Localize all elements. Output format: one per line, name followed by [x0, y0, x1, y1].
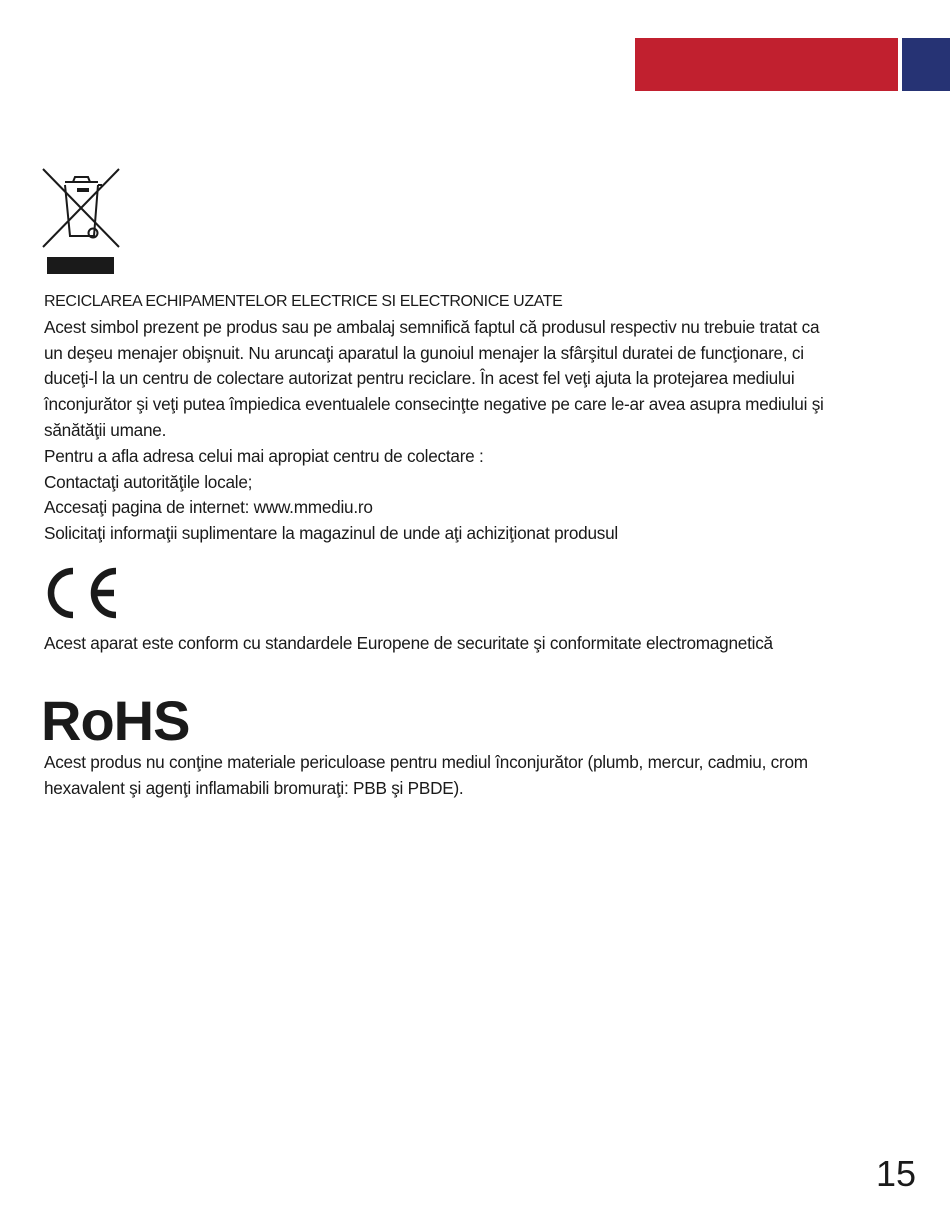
- rohs-line: hexavalent şi agenţi inflamabili bromuraţi: PBB şi PBDE).: [44, 777, 464, 798]
- rohs-section: [44, 750, 924, 802]
- ce-text: Acest aparat este conform cu standardele Europene de securitate şi conformitate electromagnetică: [44, 633, 773, 653]
- recycling-line: înconjurător şi veţi putea împiedica eventualele consecinţte negative pe care le-ar avea asupra mediului şi: [44, 394, 824, 415]
- header-accent-red: [635, 38, 898, 91]
- crossed-out-wheelie-bin-icon: [40, 166, 122, 276]
- recycling-line: Pentru a afla adresa celui mai apropiat centru de colectare :: [44, 445, 484, 466]
- ce-mark-icon: [42, 566, 122, 620]
- page-number: 15: [875, 1153, 916, 1194]
- recycling-line: sănătăţii umane.: [44, 419, 167, 440]
- rohs-logo: RoHS: [41, 689, 190, 752]
- recycling-line: Accesaţi pagina de internet: www.mmediu.ro: [44, 497, 373, 518]
- recycling-line: duceţi-l la un centru de colectare autorizat pentru reciclare. În acest fel veţi ajuta la protejarea mediului: [44, 368, 795, 389]
- rohs-line: Acest produs nu conţine materiale periculoase pentru mediul înconjurător (plumb, mercur, cadmiu, crom: [44, 752, 808, 772]
- recycling-line: un deşeu menajer obişnuit. Nu aruncaţi aparatul la gunoiul menajer la sfârşitul duratei de funcţionare, ci: [44, 342, 804, 363]
- header-accent-blue: [902, 38, 950, 91]
- ce-section: [44, 631, 924, 657]
- recycling-section: [44, 289, 924, 547]
- recycling-line: Solicitaţi informaţii suplimentare la magazinul de unde aţi achiziţionat produsul: [44, 523, 618, 544]
- recycling-line: Contactaţi autorităţile locale;: [44, 471, 253, 492]
- recycling-line: Acest simbol prezent pe produs sau pe ambalaj semnifică faptul că produsul respectiv nu trebuie tratat ca: [44, 316, 820, 337]
- recycling-heading: RECICLAREA ECHIPAMENTELOR ELECTRICE SI ELECTRONICE UZATE: [44, 293, 563, 310]
